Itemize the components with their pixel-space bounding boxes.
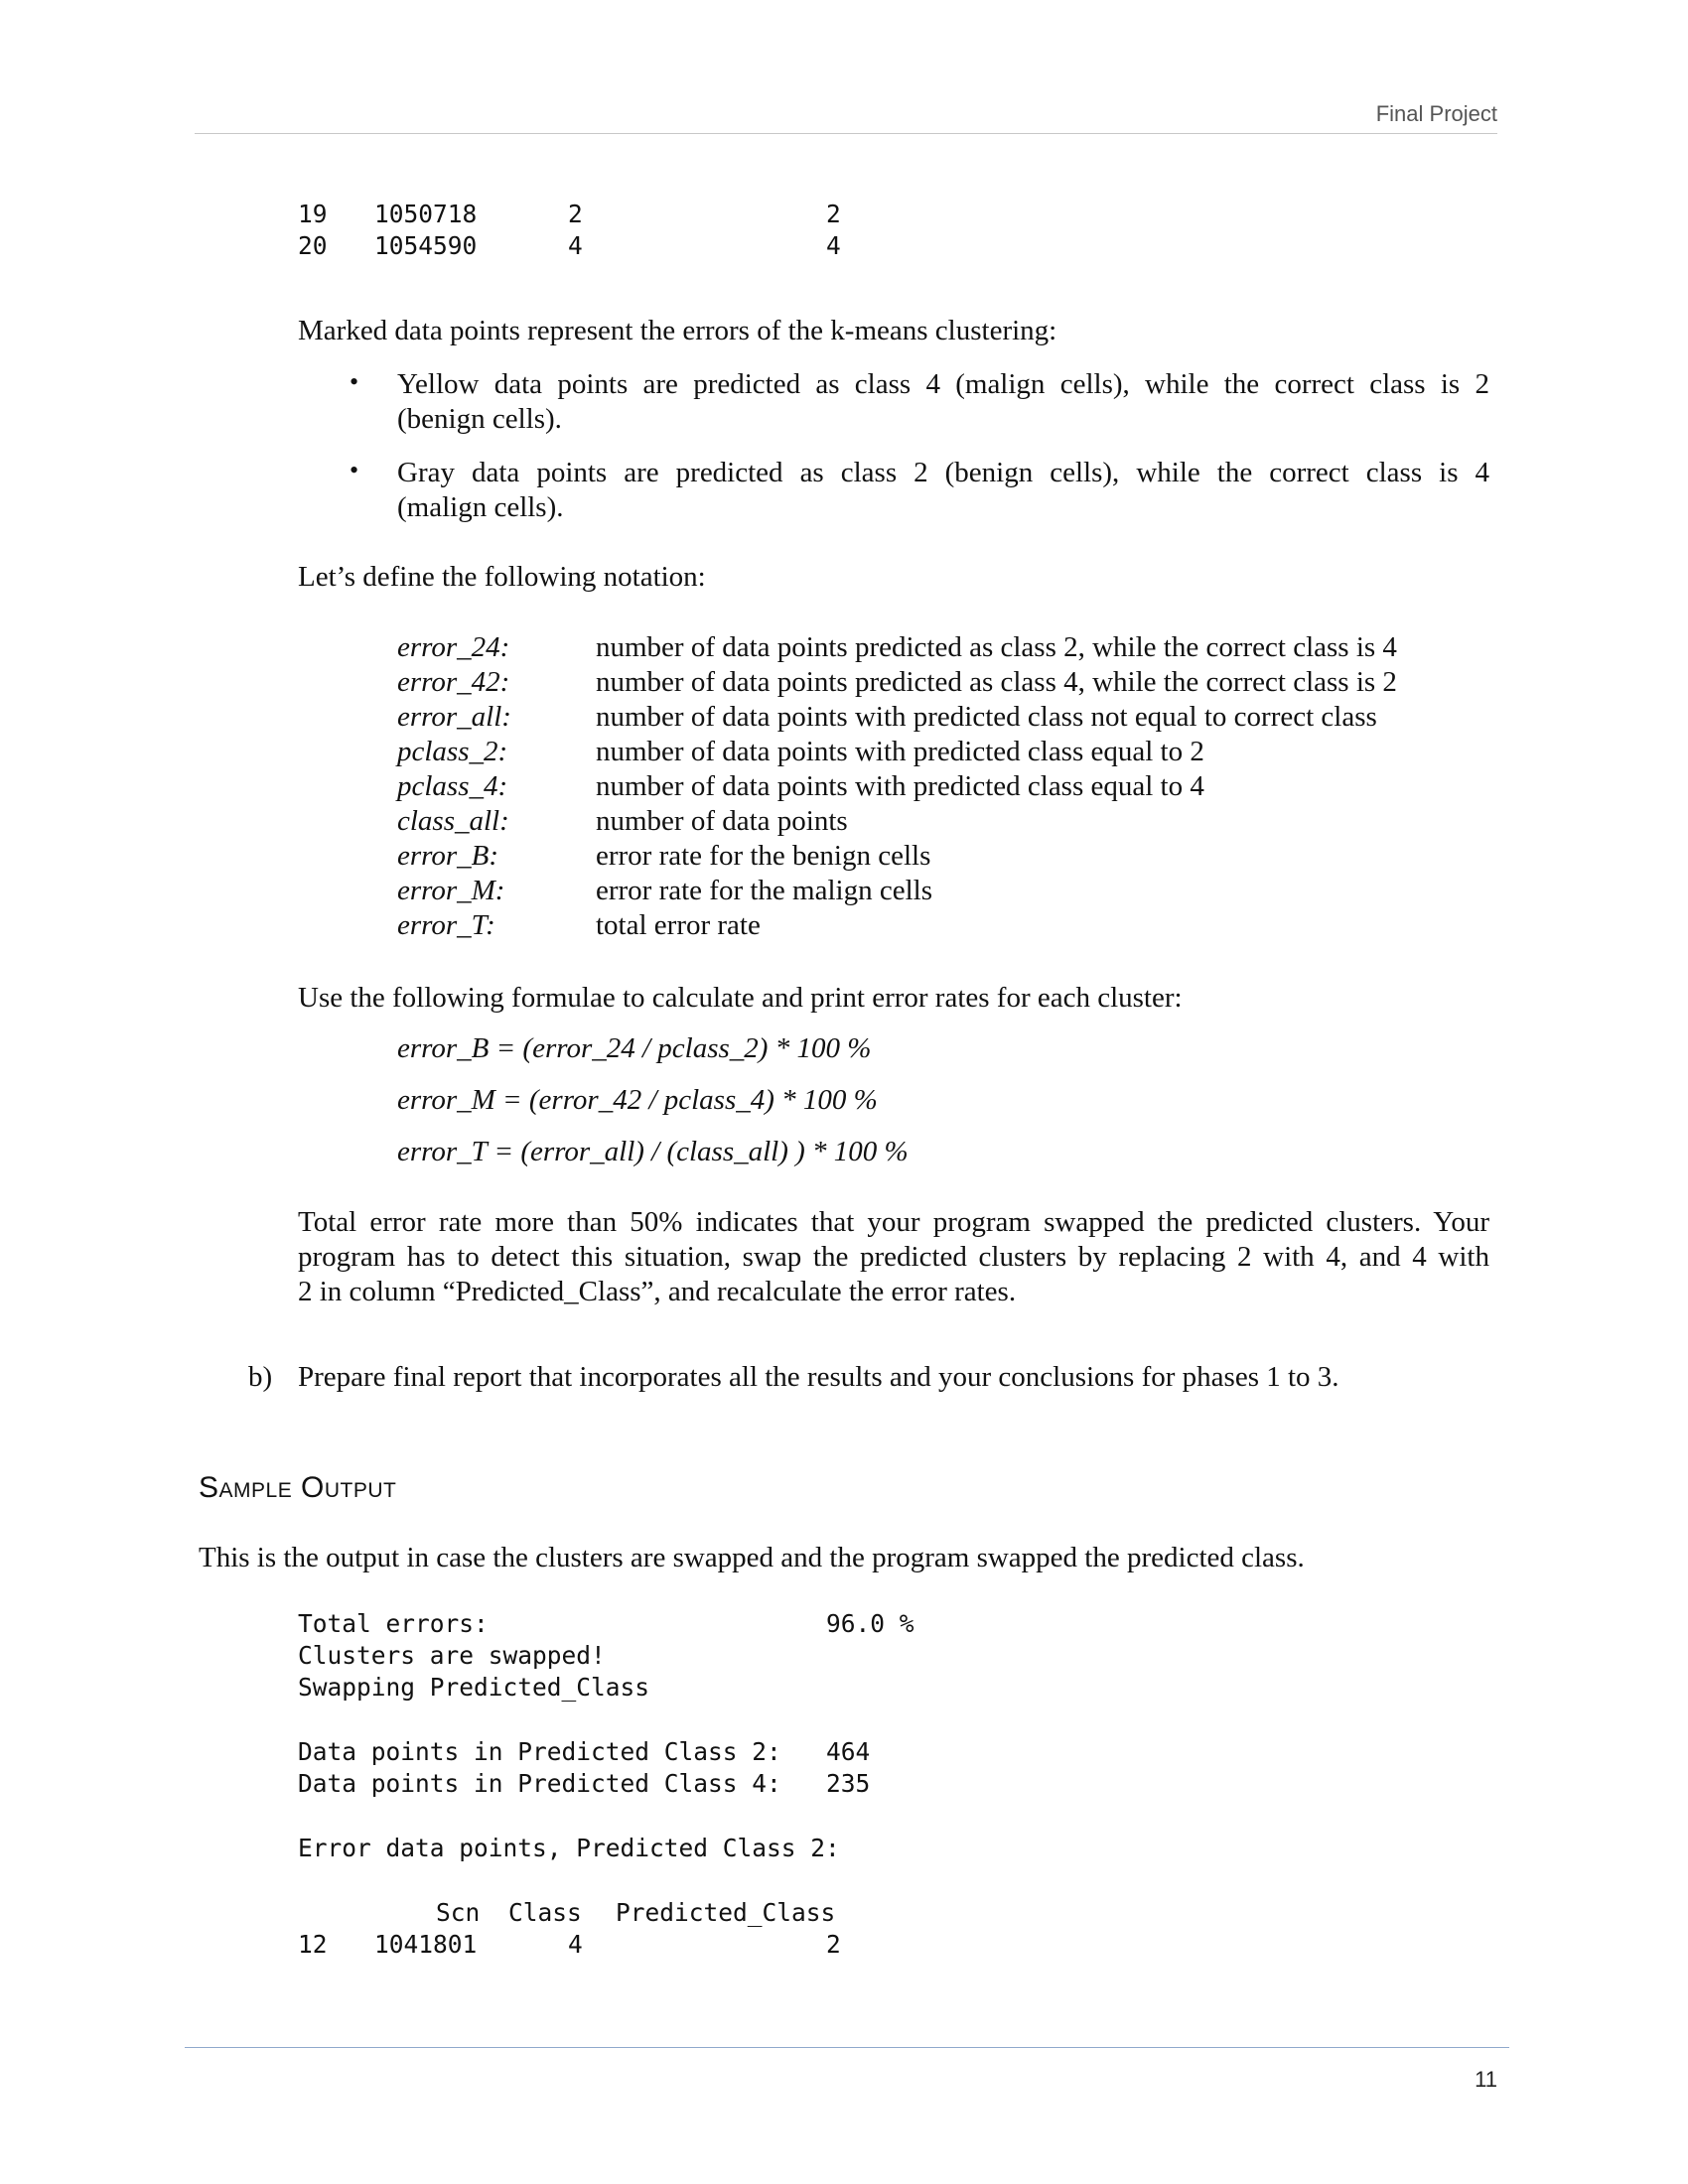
predicted-class-2-value: 464 xyxy=(826,1737,871,1766)
notation-description: number of data points with predicted class equal to 2 xyxy=(596,736,1204,767)
bullet-gray-line2: (malign cells). xyxy=(397,491,564,523)
section-heading-sample-output: Sample Output xyxy=(199,1471,397,1504)
notation-term: error_24: xyxy=(397,631,510,663)
notation-term: error_42: xyxy=(397,666,510,698)
notation-item xyxy=(0,804,1688,839)
bullet-icon: • xyxy=(350,367,359,396)
predicted-class-4-value: 235 xyxy=(826,1769,871,1798)
notation-term: error_M: xyxy=(397,875,505,906)
bullet-gray-line1: Gray data points are predicted as class 2 (benign cells), while the correct class is 4 xyxy=(397,457,1489,488)
formulae-intro: Use the following formulae to calculate and print error rates for each cluster: xyxy=(298,982,1183,1014)
notation-term: error_B: xyxy=(397,840,499,872)
notation-term: pclass_4: xyxy=(397,770,508,802)
table-header-row xyxy=(0,1897,1688,1929)
bullet-yellow-line2: (benign cells). xyxy=(397,403,562,435)
formula-error-m: error_M = (error_42 / pclass_4) * 100 % xyxy=(397,1084,878,1116)
console-line xyxy=(0,1768,1688,1800)
notation-intro: Let’s define the following notation: xyxy=(298,561,706,593)
formula-error-b: error_B = (error_24 / pclass_2) * 100 % xyxy=(397,1032,872,1064)
sample-output-intro: This is the output in case the clusters are swapped and the program swapped the predicted class. xyxy=(199,1542,1305,1573)
notation-description: number of data points predicted as class 4, while the correct class is 2 xyxy=(596,666,1397,698)
total-errors-value: 96.0 % xyxy=(826,1609,914,1638)
page-number: 11 xyxy=(1475,2067,1497,2092)
row-scn: 1050718 xyxy=(374,200,478,228)
formula-error-t: error_T = (error_all) / (class_all) ) * 100 % xyxy=(397,1136,909,1167)
notation-term: error_all: xyxy=(397,701,511,733)
notation-description: number of data points predicted as class 2, while the correct class is 4 xyxy=(596,631,1397,663)
console-line xyxy=(0,1833,1688,1864)
header-divider xyxy=(195,133,1497,134)
notation-description: number of data points with predicted class not equal to correct class xyxy=(596,701,1377,733)
item-b-marker: b) xyxy=(248,1361,273,1393)
table-row xyxy=(0,230,1688,262)
console-line xyxy=(0,1640,1688,1672)
bullet-icon: • xyxy=(350,456,359,484)
row-index: 19 xyxy=(298,200,328,228)
notation-item xyxy=(0,735,1688,769)
notation-description: total error rate xyxy=(596,909,761,941)
swap-paragraph-line3: 2 in column “Predicted_Class”, and recalculate the error rates. xyxy=(298,1276,1017,1307)
console-line xyxy=(0,1672,1688,1704)
table-row xyxy=(0,199,1688,230)
column-header-scn: Scn xyxy=(436,1898,481,1927)
notation-item xyxy=(0,665,1688,700)
bullet-yellow-line1: Yellow data points are predicted as class 4 (malign cells), while the correct class is 2 xyxy=(397,368,1489,400)
header-title: Final Project xyxy=(1375,101,1497,126)
notation-description: number of data points xyxy=(596,805,848,837)
footer-divider xyxy=(185,2047,1509,2048)
table-row xyxy=(0,1929,1688,1961)
row-index: 20 xyxy=(298,231,328,260)
row-predicted-class: 4 xyxy=(826,231,841,260)
notation-term: pclass_2: xyxy=(397,736,508,767)
row-class: 4 xyxy=(568,231,583,260)
notation-item xyxy=(0,839,1688,874)
notation-item xyxy=(0,630,1688,665)
total-errors-label: Total errors: xyxy=(298,1609,489,1638)
marked-points-intro: Marked data points represent the errors of the k-means clustering: xyxy=(298,315,1057,346)
item-b-text: Prepare final report that incorporates all the results and your conclusions for phases 1 to 3. xyxy=(298,1361,1339,1393)
row-predicted-class: 2 xyxy=(826,1930,841,1959)
notation-item xyxy=(0,874,1688,908)
clusters-swapped-text: Clusters are swapped! xyxy=(298,1641,606,1670)
column-header-class: Class xyxy=(508,1898,582,1927)
predicted-class-4-label: Data points in Predicted Class 4: xyxy=(298,1769,781,1798)
row-index: 12 xyxy=(298,1930,328,1959)
console-line xyxy=(0,1736,1688,1768)
swap-paragraph-line2: program has to detect this situation, swap the predicted clusters by replacing 2 with 4, and 4 with xyxy=(298,1241,1489,1273)
row-scn: 1041801 xyxy=(374,1930,478,1959)
notation-description: error rate for the malign cells xyxy=(596,875,932,906)
row-class: 4 xyxy=(568,1930,583,1959)
row-scn: 1054590 xyxy=(374,231,478,260)
row-predicted-class: 2 xyxy=(826,200,841,228)
notation-term: error_T: xyxy=(397,909,495,941)
notation-term: class_all: xyxy=(397,805,509,837)
notation-description: number of data points with predicted class equal to 4 xyxy=(596,770,1204,802)
notation-item xyxy=(0,908,1688,943)
predicted-class-2-label: Data points in Predicted Class 2: xyxy=(298,1737,781,1766)
notation-item xyxy=(0,769,1688,804)
console-line xyxy=(0,1608,1688,1640)
row-class: 2 xyxy=(568,200,583,228)
notation-description: error rate for the benign cells xyxy=(596,840,931,872)
error-points-header: Error data points, Predicted Class 2: xyxy=(298,1834,840,1862)
notation-item xyxy=(0,700,1688,735)
swap-paragraph-line1: Total error rate more than 50% indicates that your program swapped the predicted clusters. Your xyxy=(298,1206,1489,1238)
column-header-predicted-class: Predicted_Class xyxy=(616,1898,836,1927)
swapping-text: Swapping Predicted_Class xyxy=(298,1673,650,1702)
